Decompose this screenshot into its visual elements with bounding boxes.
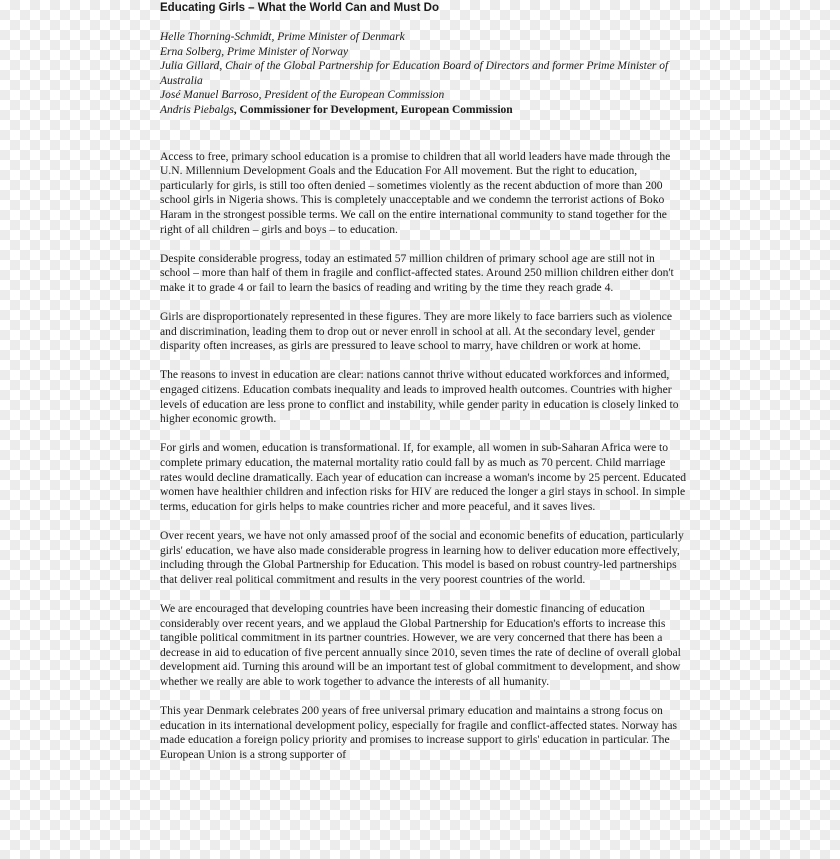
author-name: Erna Solberg bbox=[160, 45, 222, 58]
body-paragraph: Girls are disproportionately represented in these figures. They are more likely to face barriers such as violence and discrimination, leading them to drop out or never enroll in school at all. At the secondary level, gender disparity often increases, as girls are pressured to leave school to marry, have children or work at home. bbox=[160, 310, 672, 353]
author-name: Julia Gillard bbox=[160, 60, 220, 73]
body-paragraph: Despite considerable progress, today an estimated 57 million children of primary school age are still not in school – more than half of them in fragile and conflict-affected states. Around 250 million children either don't make it to grade 4 or fail to learn the basics of reading and writing by the time they reach grade 4. bbox=[160, 251, 674, 294]
author-role: , President of the European Commission bbox=[258, 89, 445, 102]
body-paragraph: The reasons to invest in education are clear: nations cannot thrive without educated workforces and informed, engaged citizens. Education combats inequality and leads to improved health outcomes. Countries with higher levels of education are less prone to conflict and instability, while gender parity in education is closely linked to higher economic growth. bbox=[160, 368, 679, 426]
body-paragraph: This year Denmark celebrates 200 years of free universal primary education and maintains a strong focus on education in its international development policy, especially for fragile and conflict-affected states. Norway has made education a foreign policy priority and promises to increase support to girls' education in particular. The European Union is a strong supporter of bbox=[160, 704, 678, 761]
author-role: , Chair of the Global Partnership for Education Board of Directors and former Prime Minister of Australia bbox=[160, 60, 669, 87]
author-name: Helle Thorning-Schmidt bbox=[160, 31, 272, 43]
author-role: , Prime Minister of Norway bbox=[221, 45, 349, 58]
document-page bbox=[160, 0, 688, 777]
document-body bbox=[160, 150, 688, 763]
author-list bbox=[160, 30, 688, 118]
author-line bbox=[160, 59, 688, 88]
author-line bbox=[160, 45, 688, 60]
author-role: , Commissioner for Development, European Commission bbox=[233, 103, 513, 116]
author-line bbox=[160, 30, 688, 45]
body-paragraph: We are encouraged that developing countries have been increasing their domestic financing of education considerably over recent years, and we applaud the Global Partnership for Education's efforts to increase this tangible political commitment in its partner countries. However, we are very concerned that there has been a decrease in aid to education of five percent annually since 2010, seven times the rate of decline of overall global development aid. Turning this around will be an important test of global commitment to development, and show whether we really are able to work together to advance the interests of all humanity. bbox=[160, 601, 681, 688]
body-paragraph: Access to free, primary school education is a promise to children that all world leaders have made through the U.N. Millennium Development Goals and the Education For All movement. But the right to education, particularly for girls, is still too often denied – sometimes violently as the recent abduction of more than 200 school girls in Nigeria shows. This is completely unacceptable and we condemn the terrorist actions of Boko Haram in the strongest possible terms. We call on the entire international community to stand together for the right of all children – girls and boys – to education. bbox=[160, 149, 671, 236]
author-line bbox=[160, 88, 688, 103]
body-paragraph: For girls and women, education is transformational. If, for example, all women in sub-Saharan Africa were to complete primary education, the maternal mortality ratio could fall by as much as 70 percent. Child marriage rates would decline dramatically. Each year of education can increase a woman's income by 25 percent. Educated women have healthier children and infection risks for HIV are reduced the longer a girl stays in school. In simple terms, education for girls helps to make countries richer and more peaceful, and it saves lives. bbox=[160, 441, 687, 513]
body-paragraph: Over recent years, we have not only amassed proof of the social and economic benefits of education, particularly girls' education, we have also made considerable progress in learning how to deliver education more effectively, including through the Global Partnership for Education. This model is based on robust country-led partnerships that deliver real political commitment and results in the very poorest countries of the world. bbox=[160, 529, 684, 586]
document-title: Educating Girls – What the World Can and Must Do bbox=[160, 2, 439, 14]
author-name: Andris Piebalgs bbox=[160, 103, 234, 116]
author-line bbox=[160, 103, 688, 118]
author-role: , Prime Minister of Denmark bbox=[271, 31, 405, 43]
author-name: José Manuel Barroso bbox=[160, 89, 259, 102]
